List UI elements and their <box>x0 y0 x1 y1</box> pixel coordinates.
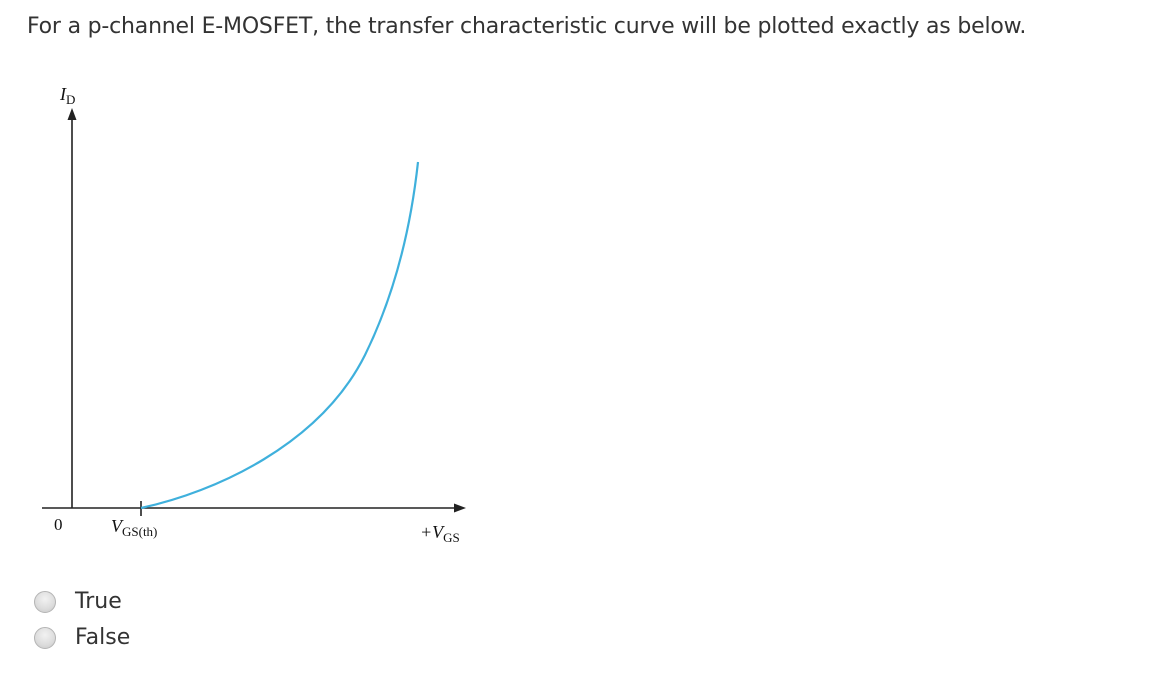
radio-false[interactable] <box>34 627 56 649</box>
transfer-curve <box>141 162 418 508</box>
option-false-label: False <box>75 625 131 650</box>
option-true[interactable] <box>34 584 130 620</box>
x-axis-label: $+V_{GS}$ <box>420 522 460 545</box>
answer-options <box>34 584 130 656</box>
y-axis-arrowhead <box>68 108 77 120</box>
origin-label: 0 <box>54 515 63 534</box>
question-text: For a p-channel E-MOSFET, the transfer characteristic curve will be plotted exactly as below. <box>27 14 1027 39</box>
y-axis-label: $I_D$ <box>60 84 76 107</box>
threshold-label: $V_{GS(th)}$ <box>111 516 158 539</box>
radio-true[interactable] <box>34 591 56 613</box>
option-true-label: True <box>75 589 122 614</box>
x-axis-arrowhead <box>454 504 466 513</box>
option-false[interactable] <box>34 620 130 656</box>
